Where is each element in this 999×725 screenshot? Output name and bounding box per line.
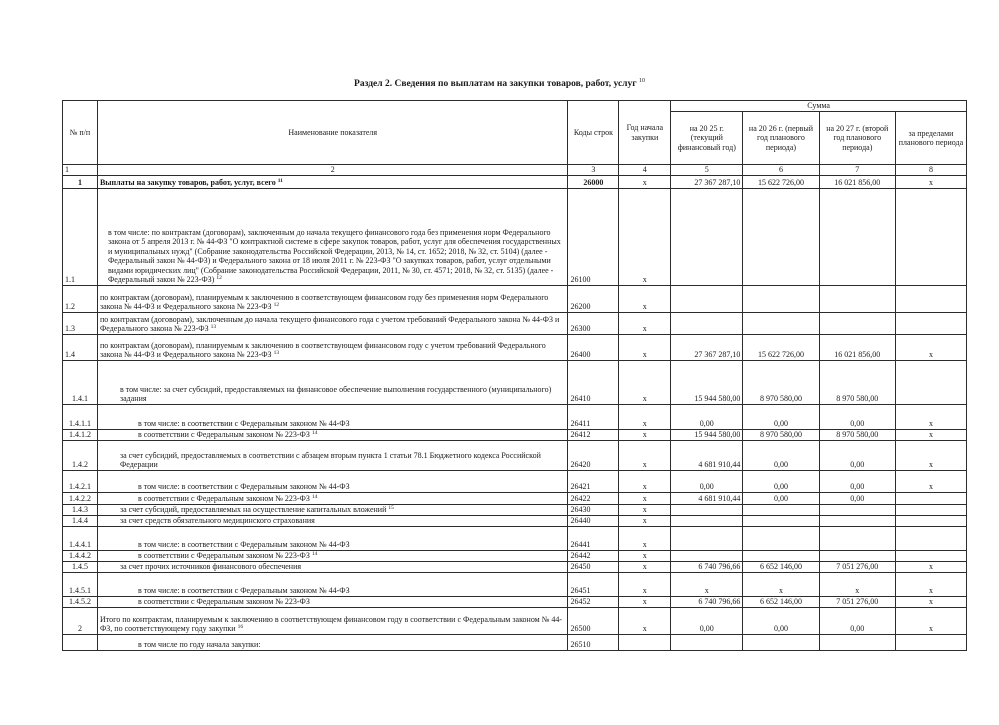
row-value-2025: 4 681 910,44 (671, 440, 743, 470)
row-value-2025: x (671, 572, 743, 596)
row-value-2026 (743, 285, 819, 312)
row-code: 26410 (568, 360, 619, 404)
row-value-2026 (743, 526, 819, 550)
row-value-2027 (819, 634, 895, 650)
row-year: x (619, 440, 671, 470)
row-code: 26422 (568, 492, 619, 504)
row-name: в соответствии с Федеральным законом № 223-ФЗ $^{14}$ (97, 429, 568, 440)
row-value-beyond (895, 526, 966, 550)
row-year: x (619, 504, 671, 515)
row-value-2026 (743, 515, 819, 526)
row-year: x (619, 188, 671, 285)
row-value-2025: 0,00 (671, 470, 743, 492)
row-value-2026: 0,00 (743, 404, 819, 429)
row-name: в том числе по году начала закупки: (97, 634, 568, 650)
table-row (63, 492, 967, 504)
row-name: за счет субсидий, предоставляемых в соответствии с абзацем вторым пункта 1 статьи 78.1 Бюджетного кодекса Российской Федерации (97, 440, 568, 470)
row-value-2025 (671, 285, 743, 312)
row-value-beyond: x (895, 596, 966, 607)
row-name: в том числе: в соответствии с Федеральным законом № 44-ФЗ (97, 572, 568, 596)
header-num: № п/п (63, 101, 98, 165)
row-num: 1.4.4 (63, 515, 98, 526)
row-value-beyond: x (895, 607, 966, 634)
table-row (63, 607, 967, 634)
row-code: 26200 (568, 285, 619, 312)
row-value-beyond: x (895, 404, 966, 429)
row-code: 26300 (568, 312, 619, 334)
row-code: 26510 (568, 634, 619, 650)
row-value-2025: 6 740 796,66 (671, 596, 743, 607)
table-row (63, 550, 967, 561)
row-num: 1.4.1.2 (63, 429, 98, 440)
row-num: 1.4.5 (63, 561, 98, 572)
row-name: в том числе: за счет субсидий, предоставляемых на финансовое обеспечение выполнения государственного (муниципального) задания (97, 360, 568, 404)
colnum-8: 8 (895, 165, 966, 176)
table-row (63, 634, 967, 650)
row-num (63, 634, 98, 650)
row-year: x (619, 285, 671, 312)
table-row (63, 334, 967, 360)
table-row (63, 561, 967, 572)
row-value-2027: 0,00 (819, 492, 895, 504)
row-name: по контрактам (договорам), планируемым к заключению в соответствующем финансовом году с учетом требований Федерального закона № 44-ФЗ и Федерального закона № 223-ФЗ $^{13}$ (97, 334, 568, 360)
row-num: 1.4.4.2 (63, 550, 98, 561)
row-value-beyond: x (895, 572, 966, 596)
row-name: в том числе: в соответствии с Федеральным законом № 44-ФЗ (97, 404, 568, 429)
row-value-beyond: x (895, 440, 966, 470)
row-year: x (619, 312, 671, 334)
row-value-2027: 0,00 (819, 607, 895, 634)
row-value-2025 (671, 550, 743, 561)
row-value-beyond (895, 492, 966, 504)
row-num: 1.1 (63, 188, 98, 285)
row-value-2026 (743, 504, 819, 515)
row-value-beyond: x (895, 429, 966, 440)
colnum-2: 2 (97, 165, 568, 176)
header-col6: на 20 26 г. (первый год планового периода) (743, 112, 819, 165)
row-num: 1.4.2.1 (63, 470, 98, 492)
row-value-2025: 15 944 580,00 (671, 360, 743, 404)
header-year-start: Год начала закупки (619, 101, 671, 165)
row-code: 26000 (568, 175, 619, 188)
table-row (63, 515, 967, 526)
row-value-beyond (895, 360, 966, 404)
table-row (63, 429, 967, 440)
row-code: 26412 (568, 429, 619, 440)
row-value-2025: 0,00 (671, 607, 743, 634)
row-value-2027 (819, 188, 895, 285)
table-row (63, 360, 967, 404)
row-name: Выплаты на закупку товаров, работ, услуг, всего $^{11}$ (97, 175, 568, 188)
row-year: x (619, 404, 671, 429)
row-value-2026: 0,00 (743, 492, 819, 504)
row-code: 26400 (568, 334, 619, 360)
row-value-2026: 0,00 (743, 440, 819, 470)
row-value-2027 (819, 312, 895, 334)
row-value-2026 (743, 312, 819, 334)
row-value-2026: 0,00 (743, 470, 819, 492)
section-title-footnote: 10 (638, 78, 645, 84)
row-year: x (619, 334, 671, 360)
row-num: 1.4.5.2 (63, 596, 98, 607)
colnum-7: 7 (819, 165, 895, 176)
row-value-2027: 16 021 856,00 (819, 334, 895, 360)
row-name: в соответствии с Федеральным законом № 223-ФЗ $^{14}$ (97, 492, 568, 504)
row-num: 1 (63, 175, 98, 188)
row-year: x (619, 470, 671, 492)
row-value-beyond: x (895, 175, 966, 188)
row-year: x (619, 360, 671, 404)
row-num: 1.3 (63, 312, 98, 334)
table-row (63, 175, 967, 188)
row-num: 1.4.3 (63, 504, 98, 515)
row-value-2025 (671, 634, 743, 650)
header-col7: на 20 27 г. (второй год планового периода) (819, 112, 895, 165)
table-row (63, 504, 967, 515)
row-value-2025: 0,00 (671, 404, 743, 429)
row-value-2026: 15 622 726,00 (743, 175, 819, 188)
row-code: 26411 (568, 404, 619, 429)
header-sum: Сумма (671, 101, 967, 112)
row-value-beyond (895, 515, 966, 526)
row-num: 1.4.2.2 (63, 492, 98, 504)
row-num: 1.4.2 (63, 440, 98, 470)
table-row (63, 526, 967, 550)
row-value-2026: 8 970 580,00 (743, 360, 819, 404)
row-value-2025 (671, 504, 743, 515)
row-name: Итого по контрактам, планируемым к заключению в соответствующем финансовом году в соответствии с Федеральным законом № 44-ФЗ, по соответствующему году закупки $^{16}$ (97, 607, 568, 634)
row-value-beyond: x (895, 561, 966, 572)
row-value-beyond (895, 312, 966, 334)
row-value-2026 (743, 550, 819, 561)
row-code: 26450 (568, 561, 619, 572)
colnum-4: 4 (619, 165, 671, 176)
table-row (63, 470, 967, 492)
row-value-beyond (895, 504, 966, 515)
colnum-5: 5 (671, 165, 743, 176)
row-year: x (619, 515, 671, 526)
row-name: по контрактам (договорам), планируемым к заключению в соответствующем финансовом году без применения норм Федерального закона № 44-ФЗ и Федерального закона № 223-ФЗ $^{12}$ (97, 285, 568, 312)
row-year: x (619, 572, 671, 596)
payments-table (62, 100, 967, 651)
row-value-2026: 6 652 146,00 (743, 561, 819, 572)
row-value-2027: 8 970 580,00 (819, 429, 895, 440)
row-name: за счет прочих источников финансового обеспечения (97, 561, 568, 572)
row-value-2026: 15 622 726,00 (743, 334, 819, 360)
row-value-2027 (819, 515, 895, 526)
row-name: в соответствии с Федеральным законом № 223-ФЗ $^{14}$ (97, 550, 568, 561)
table-row (63, 285, 967, 312)
header-col8: за пределами планового периода (895, 112, 966, 165)
colnum-1: 1 (63, 165, 98, 176)
table-row (63, 188, 967, 285)
row-year (619, 634, 671, 650)
row-value-2025: 27 367 287,10 (671, 175, 743, 188)
row-value-2027: 0,00 (819, 440, 895, 470)
row-name: в том числе: в соответствии с Федеральным законом № 44-ФЗ (97, 470, 568, 492)
row-year: x (619, 596, 671, 607)
row-num: 1.4 (63, 334, 98, 360)
row-year: x (619, 526, 671, 550)
table-body (63, 175, 967, 650)
row-value-2025 (671, 526, 743, 550)
section-title-text: Раздел 2. Сведения по выплатам на закупки товаров, работ, услуг (354, 79, 637, 89)
row-num: 1.2 (63, 285, 98, 312)
row-num: 1.4.1 (63, 360, 98, 404)
row-code: 26442 (568, 550, 619, 561)
row-num: 2 (63, 607, 98, 634)
row-code: 26430 (568, 504, 619, 515)
row-value-2027: 7 051 276,00 (819, 561, 895, 572)
row-value-beyond (895, 550, 966, 561)
row-value-beyond: x (895, 470, 966, 492)
row-value-2026: 0,00 (743, 607, 819, 634)
row-year: x (619, 561, 671, 572)
row-name: за счет субсидий, предоставляемых на осуществление капитальных вложений $^{15}$ (97, 504, 568, 515)
header-codes: Коды строк (568, 101, 619, 165)
row-year: x (619, 492, 671, 504)
row-value-beyond: x (895, 334, 966, 360)
column-number-row (63, 165, 967, 176)
row-code: 26100 (568, 188, 619, 285)
row-value-beyond (895, 634, 966, 650)
row-value-2025: 4 681 910,44 (671, 492, 743, 504)
row-value-2027: x (819, 572, 895, 596)
row-value-2027: 7 051 276,00 (819, 596, 895, 607)
colnum-6: 6 (743, 165, 819, 176)
row-code: 26451 (568, 572, 619, 596)
row-name: за счет средств обязательного медицинского страхования (97, 515, 568, 526)
row-value-2027 (819, 550, 895, 561)
row-value-2026 (743, 634, 819, 650)
row-value-beyond (895, 285, 966, 312)
row-code: 26421 (568, 470, 619, 492)
row-name: по контрактам (договорам), заключенным до начала текущего финансового года с учетом требований Федерального закона № 44-ФЗ и Федерального закона № 223-ФЗ $^{13}$ (97, 312, 568, 334)
row-name: в том числе: по контрактам (договорам), заключенным до начала текущего финансового года без применения норм Федерального закона от 5 апреля 2013 г. № 44-ФЗ "О контрактной системе в сфере закупок товаров, работ, услуг для обеспечения государственных и муниципальных нужд" (Собрание законодательства Российской Федерации, 2013, № 14, ст. 1652; 2018, № 32, ст. 5104) (далее - Федеральный закон № 44-ФЗ) и Федерального закона от 18 июля 2011 г. № 223-ФЗ "О закупках товаров, работ, услуг отдельными видами юридических лиц" (Собрание законодательства Российской Федерации, 2011, № 30, ст. 4571; 2018, № 32, ст. 5135) (далее - Федеральный закон № 223-ФЗ) $^{12}$ (97, 188, 568, 285)
row-code: 26441 (568, 526, 619, 550)
row-name: в том числе: в соответствии с Федеральным законом № 44-ФЗ (97, 526, 568, 550)
header-col5: на 20 25 г. (текущий финансовый год) (671, 112, 743, 165)
row-year: x (619, 550, 671, 561)
row-code: 26420 (568, 440, 619, 470)
table-row (63, 596, 967, 607)
table-row (63, 572, 967, 596)
row-num: 1.4.1.1 (63, 404, 98, 429)
row-code: 26452 (568, 596, 619, 607)
row-value-2027: 16 021 856,00 (819, 175, 895, 188)
row-code: 26440 (568, 515, 619, 526)
row-year: x (619, 175, 671, 188)
row-value-2026: x (743, 572, 819, 596)
table-row (63, 404, 967, 429)
row-value-2027: 0,00 (819, 404, 895, 429)
row-value-beyond (895, 188, 966, 285)
table-row (63, 440, 967, 470)
row-name: в соответствии с Федеральным законом № 223-ФЗ (97, 596, 568, 607)
row-value-2025: 27 367 287,10 (671, 334, 743, 360)
row-value-2027 (819, 504, 895, 515)
payments-table-wrapper (62, 100, 967, 651)
row-value-2025 (671, 515, 743, 526)
row-value-2025: 6 740 796,66 (671, 561, 743, 572)
row-num: 1.4.4.1 (63, 526, 98, 550)
row-value-2027 (819, 285, 895, 312)
row-year: x (619, 607, 671, 634)
table-row (63, 312, 967, 334)
row-value-2026: 8 970 580,00 (743, 429, 819, 440)
row-value-2026 (743, 188, 819, 285)
section-title (0, 79, 999, 89)
colnum-3: 3 (568, 165, 619, 176)
row-value-2027: 8 970 580,00 (819, 360, 895, 404)
row-num: 1.4.5.1 (63, 572, 98, 596)
row-code: 26500 (568, 607, 619, 634)
row-value-2025 (671, 312, 743, 334)
row-value-2025 (671, 188, 743, 285)
row-value-2027: 0,00 (819, 470, 895, 492)
row-year: x (619, 429, 671, 440)
row-value-2025: 15 944 580,00 (671, 429, 743, 440)
row-value-2026: 6 652 146,00 (743, 596, 819, 607)
header-name: Наименование показателя (97, 101, 568, 165)
row-value-2027 (819, 526, 895, 550)
